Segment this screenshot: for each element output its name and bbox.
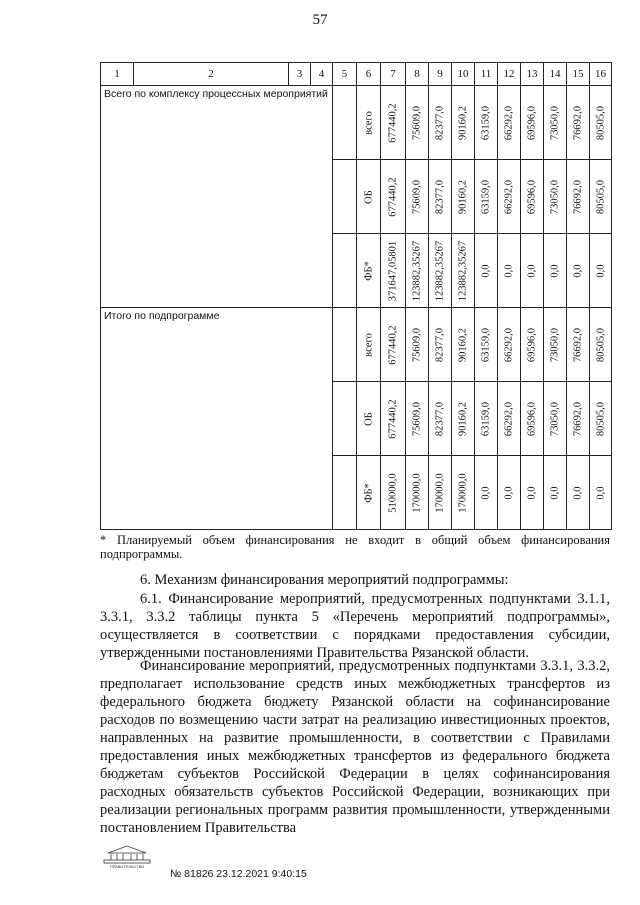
value: 0,0: [503, 485, 515, 500]
empty-cell: [333, 308, 357, 382]
value: 0,0: [480, 263, 492, 278]
column-number: 3: [289, 63, 311, 86]
empty-cell: [333, 382, 357, 456]
value-cell: [452, 456, 475, 530]
value: 75609,0: [411, 327, 423, 362]
value-cell: [498, 308, 521, 382]
value-cell: [521, 456, 544, 530]
government-building-stamp-icon: [102, 843, 152, 869]
empty-cell: [333, 456, 357, 530]
value-cell: [406, 234, 429, 308]
column-number: 15: [567, 63, 590, 86]
value: 0,0: [526, 263, 538, 278]
value: 82377,0: [434, 179, 446, 214]
value-cell: [590, 86, 612, 160]
value: 63159,0: [480, 401, 492, 436]
section-heading: 6. Механизм финансирования мероприятий подпрограммы:: [140, 572, 509, 588]
value-cell: [452, 308, 475, 382]
value-cell: [452, 382, 475, 456]
value: 90160,2: [457, 179, 469, 214]
row-group-label: Всего по комплексу процессных мероприятий: [101, 86, 333, 308]
value: 76692,0: [572, 401, 584, 436]
value: 75609,0: [411, 401, 423, 436]
value-cell: [567, 456, 590, 530]
value-cell: [429, 86, 452, 160]
value: 510000,0: [387, 472, 399, 513]
value-cell: [406, 160, 429, 234]
value-cell: [567, 308, 590, 382]
value: 0,0: [595, 263, 606, 278]
column-number: 11: [475, 63, 498, 86]
value-cell: [544, 382, 567, 456]
column-number: 8: [406, 63, 429, 86]
value: 73050,0: [549, 401, 561, 436]
value-cell: [406, 382, 429, 456]
value: 66292,0: [503, 179, 515, 214]
document-id: № 81826 23.12.2021 9:40:15: [170, 868, 307, 880]
value-cell: [590, 456, 612, 530]
value-cell: [381, 160, 406, 234]
value-cell: [406, 456, 429, 530]
value: 0,0: [595, 485, 606, 500]
value: 0,0: [480, 485, 492, 500]
value: 66292,0: [503, 105, 515, 140]
value-cell: [590, 160, 612, 234]
value: 63159,0: [480, 327, 492, 362]
value-cell: [475, 308, 498, 382]
value-cell: [521, 160, 544, 234]
value-cell: [498, 160, 521, 234]
empty-cell: [333, 86, 357, 160]
value: 0,0: [549, 485, 561, 500]
value-cell: [475, 456, 498, 530]
value-cell: [544, 160, 567, 234]
value: 66292,0: [503, 327, 515, 362]
table-row: [101, 308, 612, 382]
funding-source-cell: [357, 456, 381, 530]
funding-source: всего: [363, 332, 374, 357]
column-number: 16: [590, 63, 612, 86]
value-cell: [475, 234, 498, 308]
value: 677440,2: [387, 324, 399, 365]
footnote: * Планируемый объем финансирования не входит в общий объем финансирования подпрограммы.: [100, 533, 610, 561]
value: 90160,2: [457, 327, 469, 362]
column-number: 6: [357, 63, 381, 86]
value: 170000,0: [457, 472, 469, 513]
value: 80505,0: [595, 327, 606, 362]
column-number: 12: [498, 63, 521, 86]
value: 82377,0: [434, 105, 446, 140]
column-number: 13: [521, 63, 544, 86]
value-cell: [406, 86, 429, 160]
value: 0,0: [572, 263, 584, 278]
value-cell: [498, 234, 521, 308]
column-number: 14: [544, 63, 567, 86]
value-cell: [590, 234, 612, 308]
value: 63159,0: [480, 179, 492, 214]
value-cell: [381, 308, 406, 382]
column-number: 10: [452, 63, 475, 86]
paragraph-1: 6.1. Финансирование мероприятий, предусмотренных подпунктами 3.1.1, 3.3.1, 3.3.2 таблицы пункта 5 «Перечень мероприятий подпрограммы», осуществляется в соответствии с порядками предоставления субсидии, утвержденными постановлениями Правительства Рязанской области.: [100, 591, 610, 661]
value: 677440,2: [387, 102, 399, 143]
financing-table: [100, 62, 612, 530]
value-cell: [452, 234, 475, 308]
value: 73050,0: [549, 179, 561, 214]
value-cell: [475, 86, 498, 160]
funding-source: ОБ: [363, 411, 374, 426]
paragraph-2: Финансирование мероприятий, предусмотренных подпунктами 3.3.1, 3.3.2, предполагает использование средств иных межбюджетных трансфертов из федерального бюджета бюджету Рязанской области на софинансирование расходов по возмещению части затрат на реализацию инвестиционных проектов, направленных на развитие промышленности, в соответствии с Правилами предоставления иных межбюджетных трансфертов из федерального бюджета бюджетам субъектов Российской Федерации в целях софинансирования расходных обязательств субъектов Российской Федерации, возникающих при реализации региональных программ развития промышленности, утвержденными постановлением Правительства: [100, 658, 610, 836]
value: 0,0: [503, 263, 515, 278]
value: 82377,0: [434, 401, 446, 436]
value-cell: [521, 86, 544, 160]
value: 73050,0: [549, 105, 561, 140]
value-cell: [567, 160, 590, 234]
value-cell: [590, 308, 612, 382]
value: 69596,0: [526, 327, 538, 362]
value-cell: [475, 160, 498, 234]
value: 69596,0: [526, 179, 538, 214]
value-cell: [521, 382, 544, 456]
value: 76692,0: [572, 327, 584, 362]
column-number: 2: [134, 63, 289, 86]
value-cell: [567, 234, 590, 308]
value: 69596,0: [526, 401, 538, 436]
funding-source-cell: [357, 234, 381, 308]
value: 90160,2: [457, 105, 469, 140]
value-cell: [567, 86, 590, 160]
column-number: 9: [429, 63, 452, 86]
value-cell: [521, 234, 544, 308]
column-number: 1: [101, 63, 134, 86]
value-cell: [544, 86, 567, 160]
value-cell: [475, 382, 498, 456]
value-cell: [381, 382, 406, 456]
value-cell: [429, 160, 452, 234]
value: 0,0: [549, 263, 561, 278]
value-cell: [406, 308, 429, 382]
value-cell: [544, 456, 567, 530]
funding-source-cell: [357, 308, 381, 382]
funding-source-cell: [357, 86, 381, 160]
value: 123882,35267: [457, 240, 469, 301]
value: 73050,0: [549, 327, 561, 362]
value: 677440,2: [387, 176, 399, 217]
value: 170000,0: [434, 472, 446, 513]
funding-source: всего: [363, 110, 374, 135]
stamp-text: ПРАВИТЕЛЬСТВО: [109, 864, 145, 869]
funding-source: ОБ: [363, 189, 374, 204]
value-cell: [498, 456, 521, 530]
funding-source: ФБ*: [363, 482, 374, 503]
value: 0,0: [526, 485, 538, 500]
value-cell: [544, 234, 567, 308]
value: 75609,0: [411, 105, 423, 140]
value: 0,0: [572, 485, 584, 500]
value: 69596,0: [526, 105, 538, 140]
value-cell: [381, 234, 406, 308]
value-cell: [429, 234, 452, 308]
table-row: [101, 86, 612, 160]
value: 90160,2: [457, 401, 469, 436]
value-cell: [429, 456, 452, 530]
column-number: 7: [381, 63, 406, 86]
value-cell: [429, 382, 452, 456]
column-number: 4: [311, 63, 333, 86]
page-number: 57: [312, 12, 328, 28]
value-cell: [429, 308, 452, 382]
header-row: [101, 63, 612, 86]
value: 63159,0: [480, 105, 492, 140]
row-group-label: Итого по подпрограмме: [101, 308, 333, 530]
column-number: 5: [333, 63, 357, 86]
value: 82377,0: [434, 327, 446, 362]
funding-source-cell: [357, 160, 381, 234]
value-cell: [498, 86, 521, 160]
empty-cell: [333, 160, 357, 234]
value-cell: [521, 308, 544, 382]
value-cell: [381, 456, 406, 530]
value: 677440,2: [387, 398, 399, 439]
value: 123882,35267: [434, 240, 446, 301]
value: 170000,0: [411, 472, 423, 513]
value: 76692,0: [572, 105, 584, 140]
value: 66292,0: [503, 401, 515, 436]
value: 80505,0: [595, 401, 606, 436]
value: 371647,05801: [387, 240, 399, 301]
value-cell: [590, 382, 612, 456]
value: 76692,0: [572, 179, 584, 214]
value-cell: [498, 382, 521, 456]
funding-source: ФБ*: [363, 260, 374, 281]
empty-cell: [333, 234, 357, 308]
funding-source-cell: [357, 382, 381, 456]
value-cell: [544, 308, 567, 382]
value-cell: [567, 382, 590, 456]
value: 80505,0: [595, 179, 606, 214]
value-cell: [381, 86, 406, 160]
value: 80505,0: [595, 105, 606, 140]
value: 75609,0: [411, 179, 423, 214]
value-cell: [452, 86, 475, 160]
value: 123882,35267: [411, 240, 423, 301]
value-cell: [452, 160, 475, 234]
